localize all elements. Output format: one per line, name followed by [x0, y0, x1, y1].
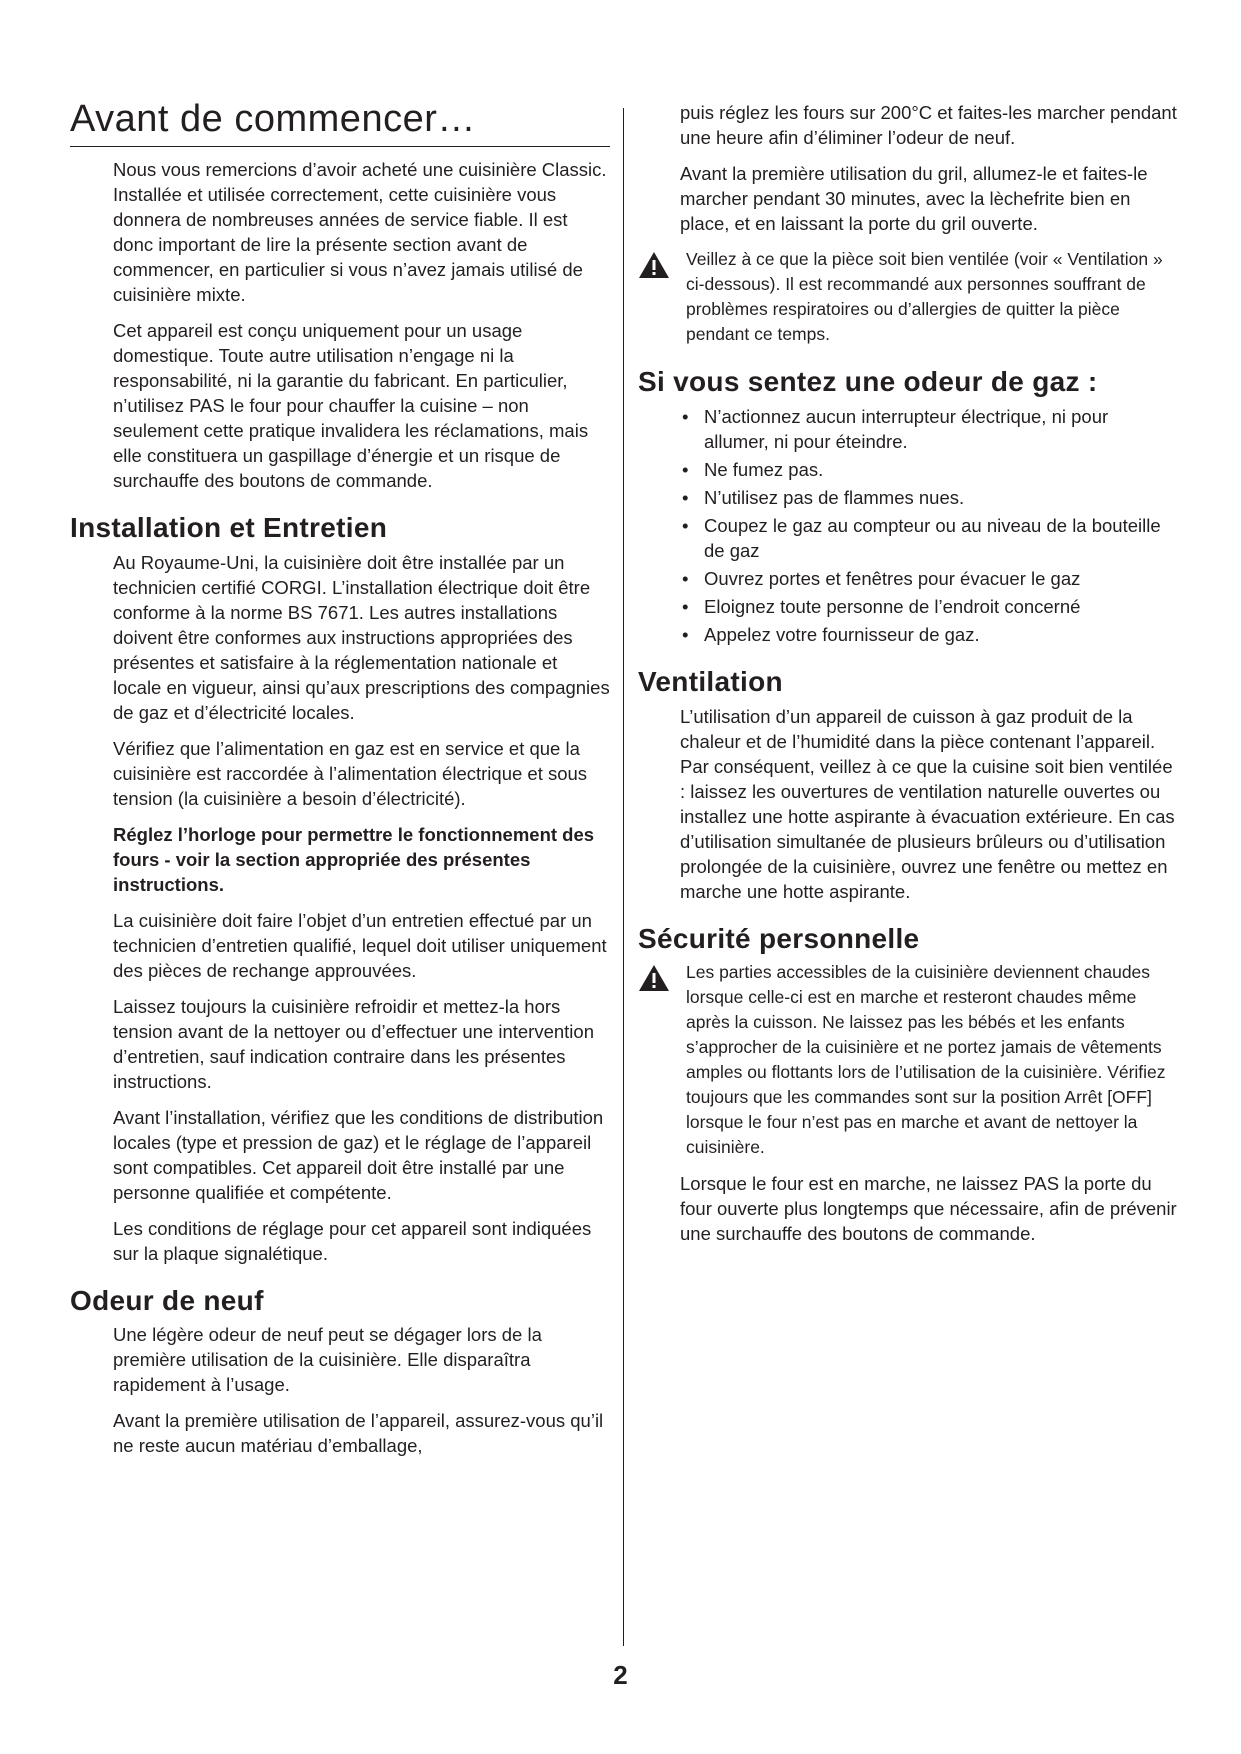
- paragraph: Laissez toujours la cuisinière refroidir et mettez-la hors tension avant de la nettoyer ou d’effectuer une intervention d’entretien, sauf indication contraire dans les présentes instructions.: [113, 995, 594, 1092]
- section-heading-gaz: Si vous sentez une odeur de gaz :: [638, 366, 1098, 397]
- paragraph: Avant la première utilisation de l’appareil, assurez-vous qu’il ne reste aucun matériau d’emballage,: [113, 1410, 604, 1457]
- section-heading-installation: Installation et Entretien: [70, 511, 388, 543]
- paragraph: Avant l’installation, vérifiez que les conditions de distribution locales (type et pression de gaz) et le réglage de l’appareil sont compatibles. Cet appareil doit être installé par une personne qualifiée et compétente.: [113, 1106, 604, 1203]
- warning-icon: [638, 964, 670, 992]
- safety-warning: [638, 960, 1178, 1160]
- list-item: • N’actionnez aucun interrupteur électrique, ni pour allumer, ni pour éteindre.: [682, 405, 1109, 452]
- intro-section: [70, 157, 610, 493]
- section-heading-odeur: Odeur de neuf: [70, 1284, 264, 1316]
- list-item: • Ne fumez pas.: [682, 458, 824, 480]
- warning-text: Veillez à ce que la pièce soit bien ventilée (voir « Ventilation » ci-dessous). Il est recommandé aux personnes souffrant de problèmes respiratoires ou d’allergies de quitter la pièce pendant ce temps.: [686, 249, 1163, 344]
- paragraph: Avant la première utilisation du gril, allumez-le et faites-le marcher pendant 30 minutes, avec la lèchefrite bien en place, et en laissant la porte du gril ouverte.: [680, 163, 1148, 234]
- list-item: • Coupez le gaz au compteur ou au niveau de la bouteille de gaz: [682, 514, 1161, 561]
- page-number: 2: [613, 1660, 628, 1690]
- paragraph: La cuisinière doit faire l’objet d’un entretien effectué par un technicien d’entretien qualifié, lequel doit utiliser uniquement des pièces de rechange approuvées.: [113, 909, 607, 981]
- paragraph: Lorsque le four est en marche, ne laissez PAS la porte du four ouverte plus longtemps que nécessaire, afin de prévenir une surchauffe des boutons de commande.: [680, 1173, 1177, 1245]
- paragraph: Une légère odeur de neuf peut se dégager lors de la première utilisation de la cuisinière. Elle disparaîtra rapidement à l’usage.: [113, 1324, 542, 1396]
- paragraph: Au Royaume-Uni, la cuisinière doit être installée par un technicien certifié CORGI. L’installation électrique doit être conforme à la norme BS 7671. Les autres installations doivent être conformes aux instructions appropriées des présentes et satisfaire à la réglementation nationale et locale en vigueur, ainsi qu’aux prescriptions des compagnies de gaz et d’électricité locales.: [113, 551, 610, 723]
- odeur-section: [70, 1322, 610, 1458]
- page-title: Avant de commencer…: [70, 100, 610, 147]
- paragraph: Vérifiez que l’alimentation en gaz est en service et que la cuisinière est raccordée à l’alimentation électrique et sous tension (la cuisinière a besoin d’électricité).: [113, 737, 588, 809]
- intro-paragraph: Cet appareil est conçu uniquement pour un usage domestique. Toute autre utilisation n’engage ni la responsabilité, ni la garantie du fabricant. En particulier, n’utilisez PAS le four pour chauffer la cuisine – non seulement cette pratique invalidera les réclamations, mais elle constituera un gaspillage d’énergie et un risque de surchauffe des boutons de commande.: [113, 319, 589, 491]
- ventilation-section: [638, 704, 1178, 904]
- warning-text: Les parties accessibles de la cuisinière deviennent chaudes lorsque celle-ci est en marche et resteront chaudes même après la cuisson. Ne laissez pas les bébés et les enfants s’approcher de la cuisinière et ne portez jamais de vêtements amples ou flottants lors de l’utilisation de la cuisinière. Vérifiez toujours que les commandes sont sur la position Arrêt [OFF] lorsque le four n’est pas en marche et avant de nettoyer la cuisinière.: [686, 962, 1166, 1158]
- section-heading-securite: Sécurité personnelle: [638, 922, 920, 954]
- list-item: • N’utilisez pas de flammes nues.: [682, 486, 965, 508]
- ventilation-warning: [638, 247, 1178, 347]
- paragraph: L’utilisation d’un appareil de cuisson à gaz produit de la chaleur et de l’humidité dans la pièce contenant l’appareil. Par conséquent, veillez à ce que la cuisine soit bien ventilée : laissez les ouvertures de ventilation naturelle ouvertes ou installez une hotte aspirante à évacuation extérieure. En cas d’utilisation simultanée de plusieurs brûleurs ou d’utilisation prolongée de la cuisinière, ouvrez une fenêtre ou mettez en marche une hotte aspirante.: [680, 705, 1175, 902]
- installation-section: [70, 550, 610, 1266]
- right-column: [638, 100, 1178, 1257]
- securite-section: [638, 1171, 1178, 1246]
- paragraph: Les conditions de réglage pour cet appareil sont indiquées sur la plaque signalétique.: [113, 1217, 592, 1264]
- list-item: • Eloignez toute personne de l’endroit concerné: [682, 595, 1081, 617]
- bold-note: Réglez l’horloge pour permettre le fonctionnement des fours - voir la section appropriée des présentes instructions.: [113, 823, 595, 895]
- list-item: • Ouvrez portes et fenêtres pour évacuer le gaz: [682, 567, 1081, 589]
- intro-paragraph: Nous vous remercions d’avoir acheté une cuisinière Classic. Installée et utilisée correctement, cette cuisinière vous donnera de nombreuses années de service fiable. Il est donc important de lire la présente section avant de commencer, en particulier si vous n’avez jamais utilisé de cuisinière mixte.: [113, 158, 607, 305]
- odeur-continued: [638, 100, 1178, 236]
- paragraph: puis réglez les fours sur 200°C et faites-les marcher pendant une heure afin d’éliminer l’odeur de neuf.: [680, 102, 1177, 148]
- left-column: [70, 100, 610, 1469]
- column-divider: [623, 108, 624, 1646]
- section-heading-ventilation: Ventilation: [638, 665, 783, 697]
- list-item: • Appelez votre fournisseur de gaz.: [682, 623, 980, 645]
- warning-icon: [638, 251, 670, 279]
- gas-instructions-list: [638, 404, 1178, 647]
